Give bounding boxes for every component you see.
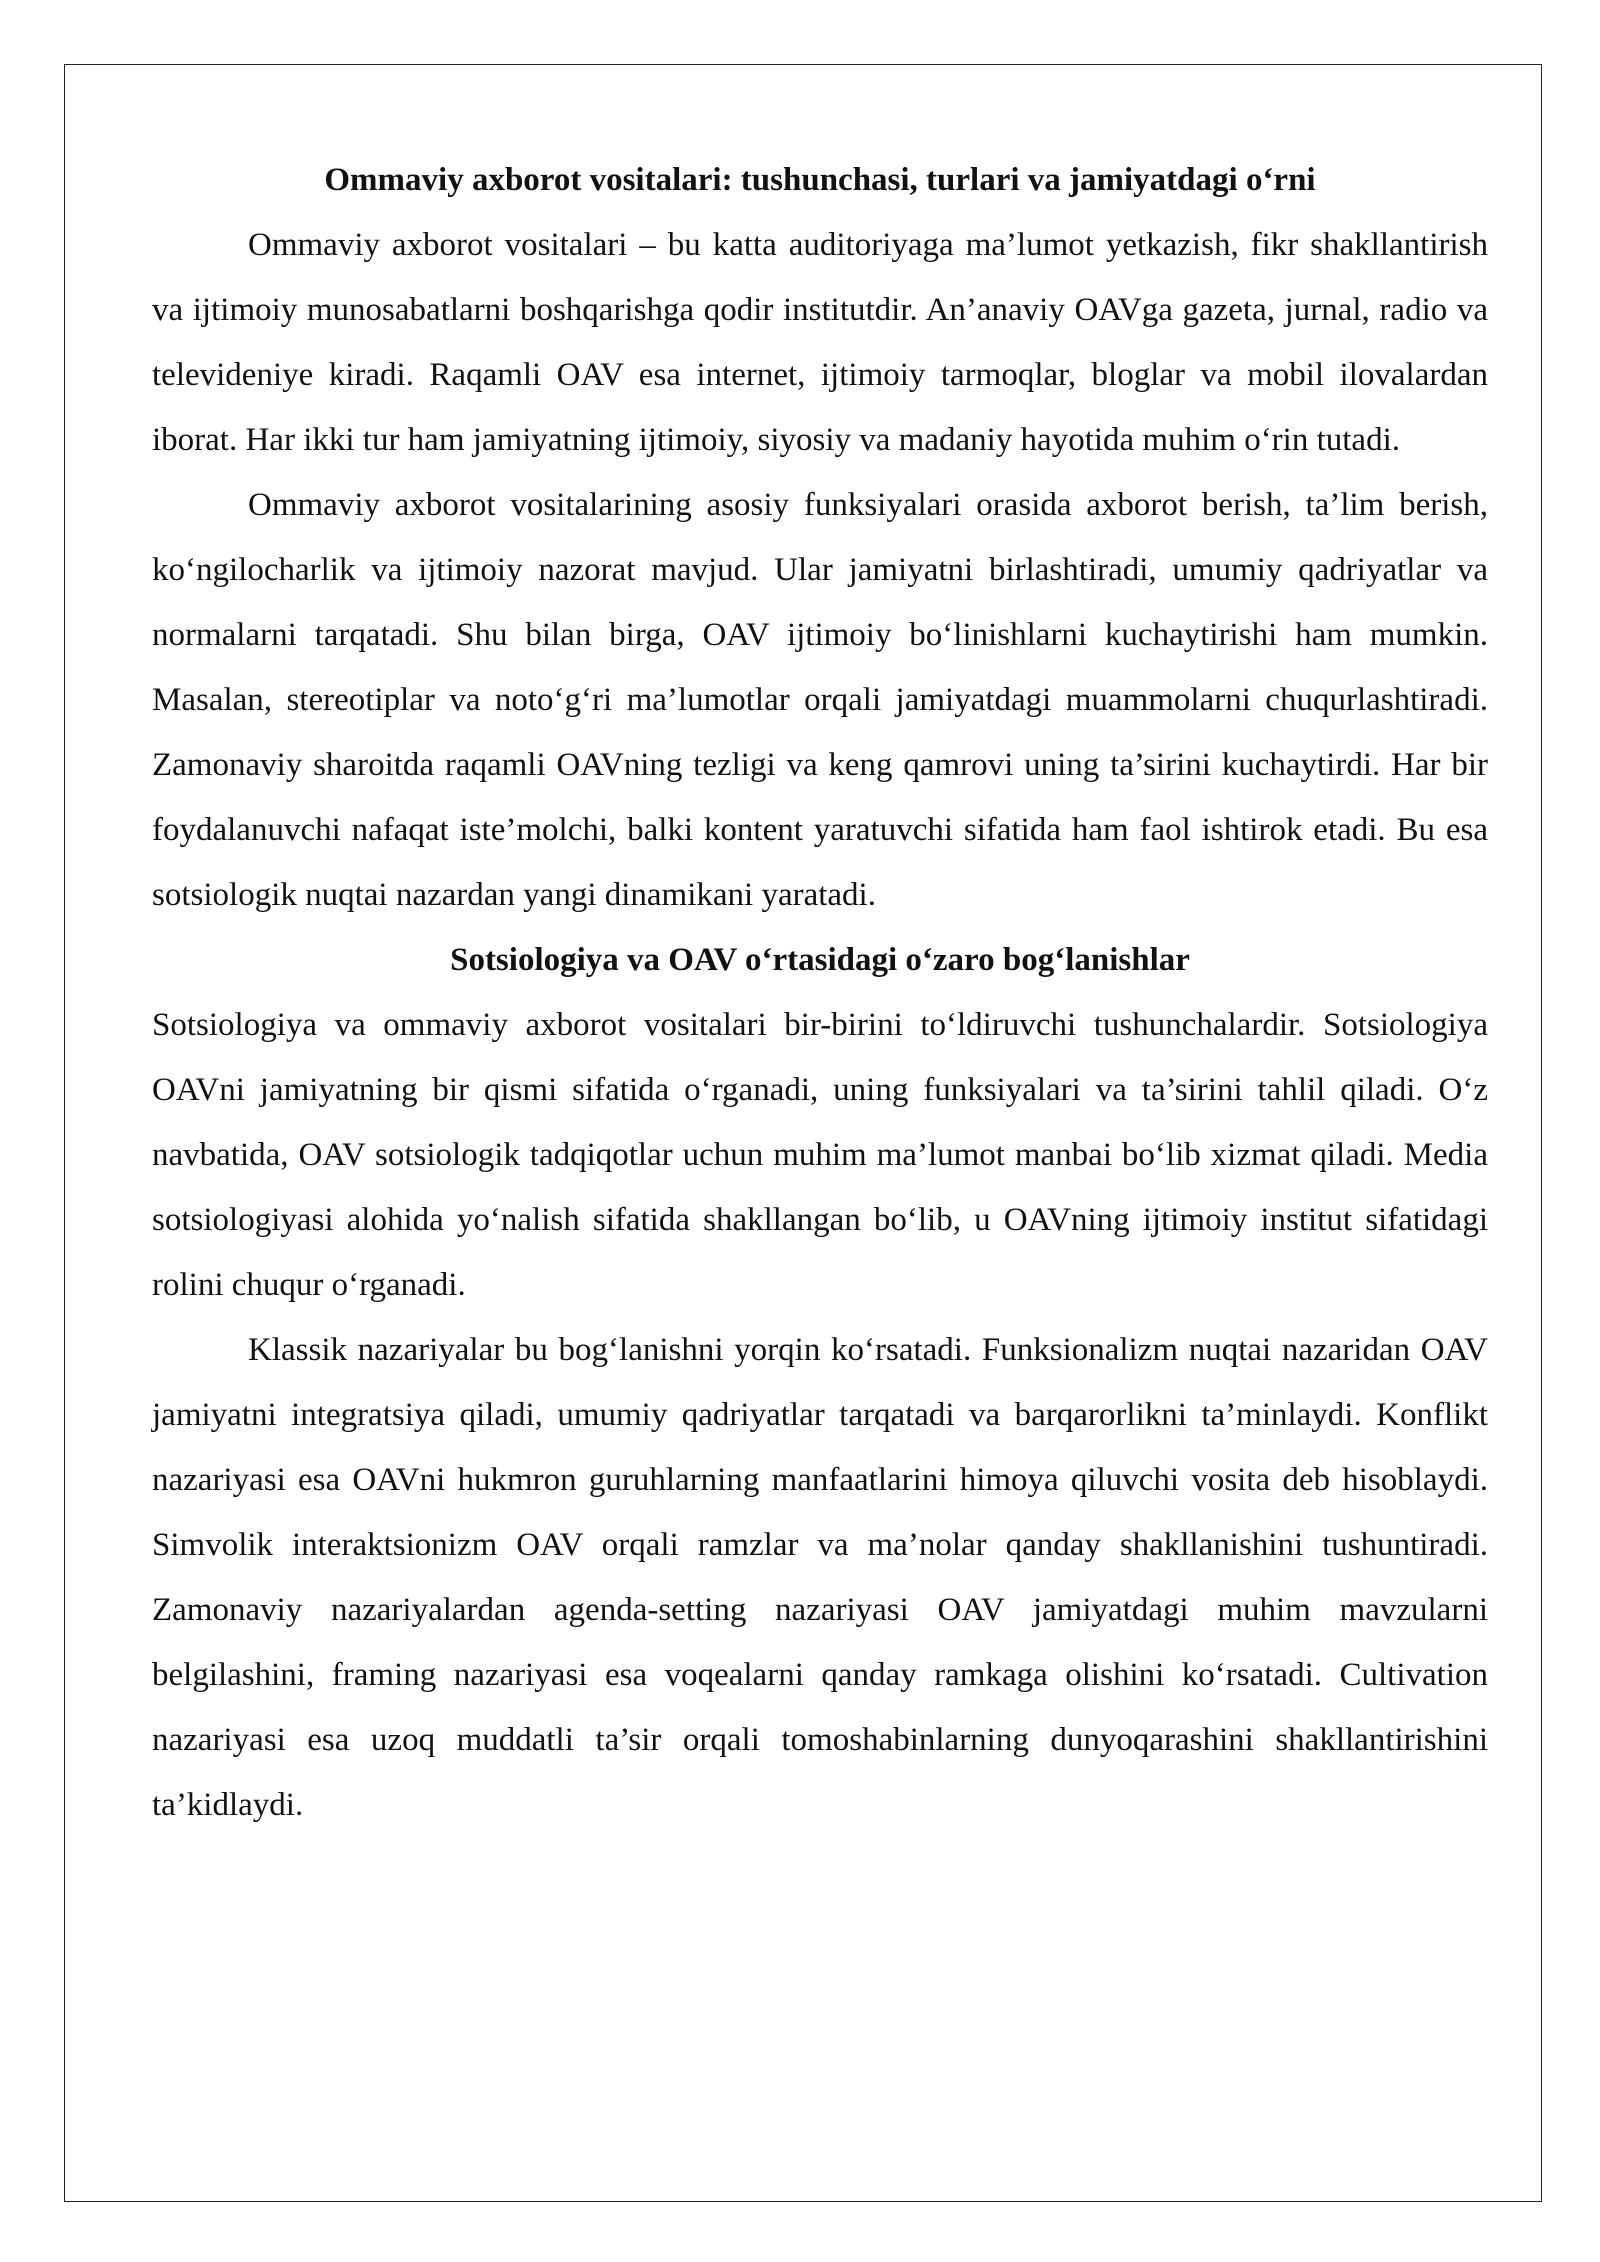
paragraph: Sotsiologiya va ommaviy axborot vositalari bir-birini to‘ldiruvchi tushunchalardir. Sotsiologiya OAVni jamiyatning bir qismi sifatida o‘rganadi, uning funksiyalari va ta’sirini tahlil qiladi. O‘z navbatida, OAV sotsiologik tadqiqotlar uchun muhim ma’lumot manbai bo‘lib xizmat qiladi. Media sotsiologiyasi alohida yo‘nalish sifatida shakllangan bo‘lib, u OAVning ijtimoiy institut sifatidagi rolini chuqur o‘rganadi. (152, 1007, 1488, 1303)
paragraph: Klassik nazariyalar bu bog‘lanishni yorqin ko‘rsatadi. Funksionalizm nuqtai nazaridan OAV jamiyatni integratsiya qiladi, umumiy qadriyatlar tarqatadi va barqarorlikni ta’minlaydi. Konflikt nazariyasi esa OAVni hukmron guruhlarning manfaatlarini himoya qiluvchi vosita deb hisoblaydi. Simvolik interaktsionizm OAV orqali ramzlar va ma’nolar qanday shakllanishini tushuntiradi. Zamonaviy nazariyalardan agenda-setting nazariyasi OAV jamiyatdagi muhim mavzularni belgilashini, framing nazariyasi esa voqealarni qanday ramkaga olishini ko‘rsatadi. Cultivation nazariyasi esa uzoq muddatli ta’sir orqali tomoshabinlarning dunyoqarashini shakllantirishini ta’kidlaydi. (152, 1332, 1488, 1823)
document-body (152, 148, 1488, 1838)
document-title: Ommaviy axborot vositalari: tushunchasi, turlari va jamiyatdagi o‘rni (324, 162, 1316, 198)
paragraph: Ommaviy axborot vositalari – bu katta auditoriyaga ma’lumot yetkazish, fikr shakllantirish va ijtimoiy munosabatlarni boshqarishga qodir institutdir. An’anaviy OAVga gazeta, jurnal, radio va televideniye kiradi. Raqamli OAV esa internet, ijtimoiy tarmoqlar, bloglar va mobil ilovalardan iborat. Har ikki tur ham jamiyatning ijtimoiy, siyosiy va madaniy hayotida muhim o‘rin tutadi. (152, 227, 1488, 458)
paragraph: Ommaviy axborot vositalarining asosiy funksiyalari orasida axborot berish, ta’lim berish, ko‘ngilocharlik va ijtimoiy nazorat mavjud. Ular jamiyatni birlashtiradi, umumiy qadriyatlar va normalarni tarqatadi. Shu bilan birga, OAV ijtimoiy bo‘linishlarni kuchaytirishi ham mumkin. Masalan, stereotiplar va noto‘g‘ri ma’lumotlar orqali jamiyatdagi muammolarni chuqurlashtiradi. Zamonaviy sharoitda raqamli OAVning tezligi va keng qamrovi uning ta’sirini kuchaytirdi. Har bir foydalanuvchi nafaqat iste’molchi, balki kontent yaratuvchi sifatida ham faol ishtirok etadi. Bu esa sotsiologik nuqtai nazardan yangi dinamikani yaratadi. (152, 487, 1488, 913)
section-heading: Sotsiologiya va OAV o‘rtasidagi o‘zaro bog‘lanishlar (450, 942, 1190, 978)
